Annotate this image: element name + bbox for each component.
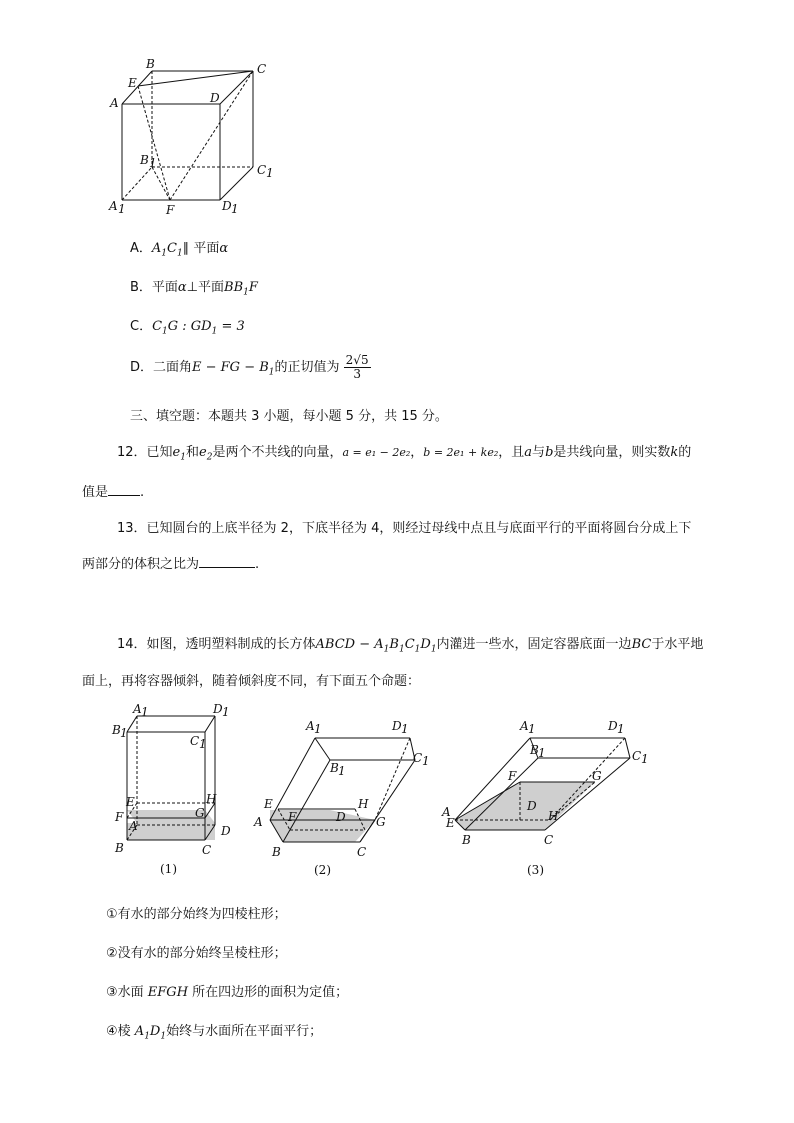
svg-text:1: 1 [401,722,409,736]
statement-4-sub1: 1 [144,1031,150,1042]
svg-text:G: G [376,815,386,829]
q12-a-expr: a = e₁ − 2e₂ [342,446,411,459]
q12-e1-sub: 1 [180,452,186,463]
svg-text:1: 1 [338,764,346,778]
svg-text:1: 1 [528,722,536,736]
svg-text:A: A [133,702,142,716]
q12-text1: 是两个不共线的向量， [212,445,343,460]
svg-text:C: C [413,751,423,765]
svg-text:B: B [112,723,121,737]
fraction-numerator: 2√5 [345,353,369,367]
svg-text:B: B [272,845,281,859]
statement-2: ②没有水的部分始终呈棱柱形； [106,946,287,961]
option-d-sub: 1 [268,367,275,378]
svg-text:G: G [592,769,602,783]
statement-4-pre: ④棱 [106,1024,131,1039]
figure-1-caption: (1) [160,862,177,876]
q12-k: k [670,445,679,460]
svg-text:E: E [126,795,135,809]
q14-sub-a: 1 [383,644,390,655]
q12-e2: e [199,445,207,460]
figure-2 [250,710,440,880]
svg-text:D: D [608,719,618,733]
q14-line1 [117,633,703,655]
q14-math2: B [389,637,399,652]
q12-and: 和 [185,445,199,460]
label-B: B [146,57,155,71]
svg-text:E: E [264,797,273,811]
q12-text3: 是共线向量，则实数 [553,445,671,460]
option-d-fraction [344,354,371,381]
q12-text2: ，且 [498,445,525,460]
q12-a: a [524,445,533,460]
statement-4-post: 始终与水面所在平面平行； [166,1024,323,1039]
q12-answer-blank[interactable] [108,495,140,496]
statement-1: ①有水的部分始终为四棱柱形； [106,907,287,922]
option-c-math: C [152,319,163,334]
svg-text:C: C [544,833,554,847]
label-A1: A [109,199,118,213]
svg-text:D: D [213,702,223,716]
figure-2-caption: (2) [314,863,331,877]
statement-4-math2: D [149,1024,161,1039]
statement-4-math1: A [134,1024,145,1039]
svg-text:A: A [520,719,529,733]
label-F: F [166,203,175,217]
svg-text:C: C [632,749,642,763]
svg-text:E: E [446,816,455,830]
option-b-math2: F [248,280,258,295]
q14-math1: ABCD − A [315,637,384,652]
label-C1-sub: 1 [266,166,274,180]
svg-text:H: H [206,792,217,806]
option-c-tail: = 3 [217,319,245,334]
option-b-math: BB [224,280,244,295]
option-d-prefix: D．二面角 [130,360,193,375]
q14-line1b: 内灌进一些水，固定容器底面一边 [436,637,632,652]
q13-answer-blank[interactable] [199,567,255,568]
svg-text:1: 1 [141,705,149,719]
statement-4 [106,1020,322,1042]
option-c-sub2: 1 [211,326,218,337]
option-a-rel: ∥ 平面 [182,241,220,256]
svg-text:B: B [462,833,471,847]
q14-math4: D [420,637,431,652]
svg-text:1: 1 [538,746,546,760]
q13-line1: 13．已知圆台的上底半径为 2，下底半径为 4，则经过母线中点且与底面平行的平面将圆台分成上下 [117,521,692,536]
option-a-sub1: 1 [161,248,168,259]
svg-text:F: F [288,810,297,824]
option-a-prefix: A． [130,241,152,256]
label-C: C [257,62,267,76]
svg-text:C: C [357,845,367,859]
svg-text:D: D [336,810,346,824]
q14-line1c: 于水平地 [651,637,704,652]
statement-3 [106,981,348,1000]
label-B1-sub: 1 [149,156,157,170]
q14-sub-c: 1 [414,644,421,655]
option-a [130,237,228,259]
label-D1-sub: 1 [231,202,239,216]
q14-sub-d: 1 [430,644,437,655]
statement-3-math: EFGH [147,985,189,1000]
figure-1 [105,700,245,880]
svg-text:F: F [115,810,124,824]
option-c-prefix: C． [130,319,153,334]
svg-text:1: 1 [199,737,207,751]
label-E: E [128,76,137,90]
q12-b: b [545,445,554,460]
fraction-denominator: 3 [353,367,361,381]
option-b-alpha: α [177,280,187,295]
svg-text:1: 1 [422,754,430,768]
option-a-sub2: 1 [176,248,183,259]
svg-text:H: H [548,809,559,823]
svg-text:B: B [330,761,339,775]
option-a-math2: C [167,241,177,256]
option-d [130,354,371,381]
section-3-heading: 三、填空题：本题共 3 小题，每小题 5 分，共 15 分。 [130,409,448,424]
statement-3-pre: ③水面 [106,985,144,1000]
cube-figure [100,52,290,222]
svg-text:H: H [358,797,369,811]
svg-text:A: A [254,815,263,829]
figure-3-caption: (3) [527,863,544,877]
svg-text:1: 1 [314,722,322,736]
svg-text:C: C [202,843,212,857]
label-A: A [110,96,119,110]
q13-line2-text: 两部分的体积之比为 [82,557,200,572]
svg-text:D: D [392,719,402,733]
svg-text:A: A [129,819,138,833]
svg-text:A: A [442,805,451,819]
q12-e1: e [172,445,181,460]
statement-4-sub2: 1 [160,1031,167,1042]
option-c-sub1: 1 [162,326,168,337]
option-c [130,315,245,337]
q14-sub-b: 1 [398,644,405,655]
q12-comma: ， [410,445,424,460]
label-D: D [210,91,220,105]
q12-line2-text: 值是 [82,485,109,500]
q12-line2 [82,481,144,500]
q12-b-expr: b = 2e₁ + ke₂ [423,446,499,459]
svg-text:1: 1 [120,726,128,740]
option-d-math: E − FG − B [192,360,269,375]
q12-end: . [140,485,145,500]
q12-with: 与 [532,445,546,460]
label-B1: B [140,153,149,167]
svg-text:B: B [530,743,539,757]
q13-line2 [82,553,259,572]
q14-line2: 面上，再将容器倾斜，随着倾斜度不同，有下面五个命题： [82,674,421,689]
svg-text:D: D [527,799,537,813]
svg-text:C: C [190,734,200,748]
svg-text:1: 1 [641,752,649,766]
svg-text:G: G [195,806,205,820]
q12-lead: 12．已知 [117,445,173,460]
q14-math5: BC [631,637,652,652]
figure-3 [440,710,650,880]
statement-3-post: 所在四边形的面积为定值； [192,985,349,1000]
option-b [130,276,258,298]
q14-math3: C [404,637,415,652]
svg-text:B: B [115,841,124,855]
option-b-prefix: B．平面 [130,280,178,295]
option-a-alpha: α [219,241,229,256]
q12-line1 [117,441,691,463]
svg-text:A: A [306,719,315,733]
label-D1: D [222,199,232,213]
svg-text:1: 1 [222,705,230,719]
option-b-sub: 1 [243,287,249,298]
label-C1: C [257,163,267,177]
q12-e2-sub: 2 [206,452,213,463]
option-d-tail: 的正切值为 [274,360,340,375]
svg-text:1: 1 [617,722,625,736]
svg-text:F: F [508,769,517,783]
q14-line1a: 14．如图，透明塑料制成的长方体 [117,637,316,652]
option-a-math1: A [151,241,162,256]
q13-end: . [255,557,260,572]
option-c-mid: G : GD [167,319,212,334]
q12-text4: 的 [678,445,692,460]
label-A1-sub: 1 [118,202,126,216]
svg-text:D: D [221,824,231,838]
option-b-rel: ⊥平面 [186,280,225,295]
